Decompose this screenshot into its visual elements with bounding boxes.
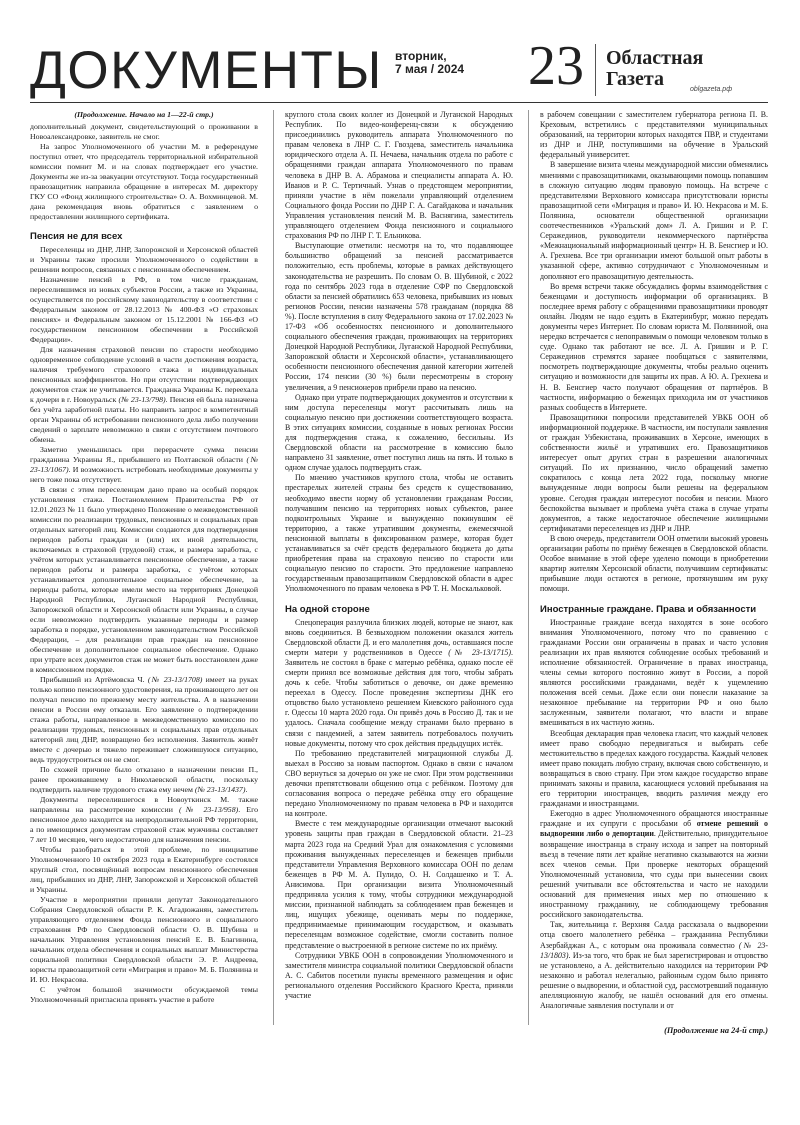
issue-weekday: вторник, [395, 49, 447, 63]
paragraph: Во время встречи также обсуждались формы взаимодействия с беженцами и доступность информации об организациях. В последнее время работу с обращениями правозащитники проводят онлайн. Людям не надо ездить в Екатеринбург, можно передать документы через Интернет. По словам юриста М. Поляниной, она нередко встречается с непоправимым о помощи человеком только в суде. Однако так работают не все. Л. А. Гришин и Р. Г. Серажединов стремятся заранее пообщаться с заявителями, посмотреть подтверждающие документы, чтобы реально оценить ситуацию и возможности для защиты их прав. А Ю. А. Грехнева и Н. В. Бенсгиер часто получают обращения от партнёров. В частности, информацию о беженцах приходила им от участников разных сообществ в Интернете. [540, 281, 768, 412]
text: . И возможность истребовать необходимые документы у него тоже пока отсутствует. [30, 465, 258, 484]
subheading-pension: Пенсия не для всех [30, 231, 123, 242]
column-divider [273, 110, 274, 1025]
paragraph: В свою очередь, представители ООН отметили высокий уровень организации работы по приёму беженцев в Свердловской области. Особое внимание в этой сфере уделено помощи в приобретении квартир жителям Херсонской области, получившим сертификаты: прибывшие люди остаются в регионе, протянувшим им руку помощи. [540, 533, 768, 594]
continuation-to: (Продолжение на 24-й стр.) [664, 1026, 768, 1035]
paragraph: Сотрудники УВКБ ООН в сопровождении Уполномоченного и заместителя министра социальной политики Свердловской области А. С. Сабитов посетили пункты временного размещения и офис регионального отделения Российского Красного Креста, приняли участие [285, 950, 513, 1000]
text: . Из-за того, что брак не был зарегистрирован и отцовство не установлено, а А. действительно находился на территории РФ незаконно и работал нелегально, районным судом было принято решение о выдворении, и областной суд, рассмотревший поданную апелляционную жалобу, не нашёл оснований для его отмены. Аналогичные заявления поступали и от [540, 950, 768, 1011]
emphasis: отмене решений о выдворении либо о депортации [540, 819, 768, 839]
paragraph [30, 445, 258, 485]
text: имеет на руках только копию пенсионного удостоверения, на проживающего лет он получал пенсию по прежнему месту жительства. А в назначении пенсии в России ему отказали. Его заявление о подтверждении стажа работы, направленное в межведомственную комиссию по реализации трудовых, пенсионных и социальных прав отдельных категорий лиц ДНР, возвращено без исполнения. Заявитель живёт вместе с дочерью и тяжело переживает сложившуюся ситуацию, ведь трудоустроиться он не смог. [30, 675, 259, 764]
text: Заметно уменьшилась при перерасчете сумма пенсии гражданина Украины Я., прибывшего из Полтавской области [30, 445, 258, 464]
text: . Заявитель не состоял в браке с матерью ребёнка, однако после её смерти принял все возможные действия для того, чтобы забрать дочь к себе. Чтобы заботиться о девочке, он даже временно переехал в Одессу. После проведения экспертизы ДНК его отцовство было установлено решением Киевского районного суда г. Одессы 10 марта 2020 года. Он привёз дочь в Россию Д. так и не удалось. Сначала сообщение между странами было прервано в связи с пандемией, а затем заявитель потребовалось получить новые документы, потому что срок действия предыдущих истёк. [285, 647, 513, 748]
text: . Пенсия ей была назначена без учёта заработной платы. Но направить запрос в компетентный орган Украины об истребовании пенсионного дела либо получении сведений о зарплате невозможно в связи с отсутствием почтового обмена. [30, 395, 259, 444]
paragraph: В завершение визита члены международной миссии обменялись мнениями с правозащитниками, оказывающими помощь попавшим в сложную ситуацию людям правовую помощь. На встрече с представителями Верховного комиссара присутствовали юристы правозащитной сети «Миграция и право» И. Ю. Некрасова и М. Б. Полянина, основатели общественной организации соотечественников «Уральский дом» Л. А. Гришин и Р. Г. Серажединов, руководители некоммерческого партнёрства «Межнациональный информационный центр» Н. В. Бенсгиер и Ю. А. Грехнева. Все три организации имеют большой опыт работы в указанной сфере, активно сотрудничают с Уполномоченным и дополняют его правозащитную деятельность. [540, 160, 768, 281]
logo-line-1: Областная [606, 47, 704, 69]
header-rule [30, 102, 768, 103]
subheading-foreign-citizens: Иностранные граждане. Права и обязанности [540, 603, 757, 615]
logo-line-2: Газета [606, 68, 664, 90]
text: По схожей причине было отказано в назначении пенсии П., ранее проживавшему в Николаевской области, поскольку подтвердить наличие трудового стажа ему нечем [30, 765, 258, 794]
paragraph [540, 920, 768, 1011]
paragraph: По требованию представителей миграционной службы Д. выехал в Россию за новым паспортом. Однако в связи с началом СВО вернуться за дочерью он уже не смог. При этом родственники девочки препятствовали общению отца с ребёнком. Поэтому для согласования вопроса о передаче ребёнка отцу его обращение передано Уполномоченному по правам человека в РФ и находится на контроле. [285, 748, 513, 819]
paragraph [30, 765, 258, 795]
paragraph: По мнению участников круглого стола, чтобы не оставить престарелых жителей страны без средств к существованию, необходимо ввести норму об установлении гражданам России, получавшим пенсию на территориях новых субъектов, ранее подконтрольных Украине и вынужденно покинувшим её территорию, а также утратившим документы, ежемесячной пенсионной выплаты в фиксированном размере, которая будет устанавливаться за счёт средств федерального бюджета до даты приобретения права на страховую пенсию по старости или социальную пенсию по старости. Это предложение направлено государственным правозащитником Свердловской области в адрес Уполномоченного по правам человека в РФ Т. Н. Москальковой. [285, 473, 513, 594]
paragraph [30, 345, 258, 445]
paragraph: С учётом большой значимости обсуждаемой темы Уполномоченный пригласила принять участие в работе [30, 985, 258, 1004]
case-ref: (№ 23-13/1437) [194, 785, 246, 794]
masthead [30, 35, 768, 102]
text: Ежегодно в адрес Уполномоченного обращаются иностранные граждане и их супруги с просьбами об [540, 809, 768, 829]
case-ref: (№ 23-13/1067) [30, 455, 259, 474]
paragraph: Правозащитники попросили представителей УВКБ ООН об информационной поддержке. В частности, им поступали заявления от граждан Узбекистана, проживавших в Херсоне, имеющих в собственности жильё и утративших его. Правозащитников интересует опыт других стран в разрешении аналогичных ситуаций. По их признанию, число обращений заметно сократилось с конца лета 2022 года, поскольку многие вынужденные люди вопросы были решены на федеральном уровне. Сегодня граждан интересуют пособия и пенсии. Много беспокойства вызывает и проблема учёта стажа в случае утраты документов, а также недостаточное обеспечение жилищными сертификатами переселенцев из ДНР и ЛНР. [540, 412, 768, 533]
page-number: 23 [528, 35, 584, 97]
paragraph: В связи с этим переселенцам дано право на особый порядок установления стажа. Постановлением Правительства РФ от 12.01.2023 № 11 было утверждено Положение о межведомственной комиссии по реализации трудовых, пенсионных и социальных прав отдельных категорий лиц. Комиссии создаются для подтверждения периодов работы граждан и (или) их иной деятельности, включаемых в страховой (трудовой) стаж, и размера заработка, с учётом которых устанавливается пенсионное обеспечение, а также периодов работы и размера заработка, с учётом которых устанавливается дополнительное социальное обеспечение, за периоды работы, которые имели место на территориях Донецкой Народной Республики, Луганской Народной Республики, Запорожской области и Херсонской области или Украины, в случае если невозможно подтвердить указанные периоды и размер заработка в порядке, установленном законодательством Российской Федерации, – для реализации прав граждан на пенсионное обеспечение и дополнительное социальное обеспечение. Однако при утрате всех документов стаж не может быть восстановлен даже в комиссионном порядке. [30, 485, 258, 674]
paragraph: в рабочем совещании с заместителем губернатора региона П. В. Креховым, встретились с представителями муниципальных образований, на территории которых находятся ПВР, и студентами из ДНР и ЛНР, поступившими на обучение в Уральский федеральный университет. [540, 110, 768, 160]
column-divider [528, 110, 529, 1025]
paragraph: Чтобы разобраться в этой проблеме, по инициативе Уполномоченного 10 октября 2023 года в Екатеринбурге состоялся круглый стол, посвящённый вопросам пенсионного обеспечения лиц, прибывших из ДНР, ЛНР, Запорожской и Херсонской областей и Украины. [30, 845, 258, 894]
paragraph: круглого стола своих коллег из Донецкой и Луганской Народных Республик. По видео-конференц-связи к обсуждению присоединились руководитель аппарата Уполномоченного по правам человека в ЛНР С. Г. Гвоздева, заместитель начальника юридического отдела А. П. Нечаева, начальник отдела по работе с обращениями граждан аппарата Уполномоченного по правам человека в ДНР В. А. Абрамова и специалисты аппарата А. Ю. Иванов и Р. С. Тертичный. Узнав о предстоящем мероприятии, приняли участие в нём пожелали управляющий отделением Социального фонда России по ДНР Г. А. Сагайдакова и начальник Управления установления пенсий М. В. Васнягина, заместитель управляющего отделением Фонда пенсионного и социального страхования РФ по ЛНР Г. Т. Ельникова. [285, 110, 513, 241]
column-3 [540, 110, 768, 1011]
paragraph: Участие в мероприятии приняли депутат Законодательного Собрания Свердловской области Р. К. Агадюжанян, заместитель управляющего отделением Фонда пенсионного и социального страхования РФ по Свердловской области О. В. Шубина и начальник Управления установления пенсий Е. В. Благинина, начальник отдела обеспечения и социальных выплат Министерства социальной политики Свердловской области Э. Р. Андреева, юристы правозащитной сети «Миграция и право» М. Б. Полянина и И. Ю. Некрасова. [30, 895, 258, 984]
subheading-one-side: На одной стороне [285, 603, 370, 615]
paragraph: Иностранные граждане всегда находятся в зоне особого внимания Уполномоченного, потому что по сравнению с гражданами России они ограничены в правах и часто условия реализации их прав являются соблюдение особых требований и исполнение обязанностей. Ограничение в правах иностранца, члены семьи которого постоянно живут в России, а порой являются российскими гражданами, ведёт к ущемлению положения всей семьи. Даже если они понесли наказание за незаконное пребывание на территории РФ и оно было заслуженным, заявители полагают, что власти и вправе вмешиваться в их частную жизнь. [540, 617, 768, 728]
paragraph: Всеобщая декларация прав человека гласит, что каждый человек имеет право свободно передвигаться и выбирать себе местожительство в пределах каждого государства. Каждый человек имеет право покидать любую страну, включая свою собственную, и возвращаться в свою страну. При этом каждое государство вправе принимать законы и правила, касающиеся условий пребывания на его территории иностранцев, вводить различия между его гражданами и иностранцами. [540, 728, 768, 809]
text: Спецоперация разлучила близких людей, которые не знают, как вновь соединиться. В безвыходном положении оказался житель Свердловской области Д. и его малолетняя дочь, оставшаяся после смерти матери у родственников в Одессе [285, 617, 513, 657]
paragraph: Переселенцы из ДНР, ЛНР, Запорожской и Херсонской областей и Украины также просили Уполномоченного о содействии в решении вопросов, связанных с пенсионным обеспечением. [30, 245, 258, 274]
paragraph [285, 618, 513, 749]
text: . [245, 785, 248, 794]
text: Для назначения страховой пенсии по старости необходимо одновременное соблюдение условий в части достижения возраста, наличия требуемого страхового стажа и индивидуальных пенсионных коэффициентов. Но при отсутствии подтверждающих документов стаж не учитывается. Гражданка Украины К. переехала к дочери в г. Новоуральск [30, 345, 258, 404]
paragraph: Вместе с тем международные организации отмечают высокий уровень защиты прав граждан в Свердловской области. 21–23 марта 2023 года на Средний Урал для ознакомления с условиями проживания вынужденных переселенцев и беженцев прибыли представители Управления Верховного комиссара ООН по делам беженцев в РФ М. А. Пулидо, О. Н. Солдашенко и Т. А. Анисимова. При организации визита Уполномоченный предприняла усилия к тому, чтобы сотрудники международной миссии, признанной наблюдать за соблюдением прав беженцев и лиц, ищущих убежище, оценивать меры по поддержке, предпринимаемые принимающим государством, и оказывать переселенцам возможное содействие, смогли составить полное представление о выстроенной в регионе системе по их приёму. [285, 819, 513, 950]
issue-date [395, 50, 490, 76]
case-ref: (№ 23-13/1708) [147, 675, 203, 684]
paragraph: Однако при утрате подтверждающих документов и отсутствии к ним доступа переселенцы могут рассчитывать лишь на социальную пенсию при достижении соответствующего возраста. В этих ситуациях комиссии, созданные в новых регионах России для подтверждения стажа, к сожалению, бессильны. Из Свердловской области на рассмотрение в комиссию было направлено 31 заявление, ответ поступил лишь на пять. И только в одном случае удалось подтвердить стаж. [285, 392, 513, 473]
text: Прибывший из Артёмовска Ч. [40, 675, 145, 684]
case-ref: (№ 23-13/958) [179, 805, 239, 814]
header-divider [595, 44, 596, 96]
text: Так, жительница г. Верхняя Салда рассказала о выдворении отца своего малолетнего ребёнка – гражданина Республики Азербайджан А., с которым она проживала совместно [540, 920, 768, 950]
case-ref: (№ 23-13/798) [118, 395, 166, 404]
paragraph: Назначение пенсий в РФ, в том числе гражданам, переселившимся из новых субъектов России, а также из Украины, осуществляется по российскому законодательству в соответствии с Федеральным законом от 28.12.2013 № 400-ФЗ «О страховых пенсиях» и Федеральным законом от 15.12.2001 № 166-ФЗ «О государственном пенсионном обеспечении в Российской Федерации». [30, 275, 258, 344]
case-ref: (№ 23-13/1803) [540, 940, 768, 960]
issue-date-value: 7 мая / 2024 [395, 62, 465, 76]
case-ref: (№ 23-13/1715) [448, 647, 511, 657]
paragraph: Выступающие отметили: несмотря на то, что подавляющее большинство обращений за пенсией рассматривается положительно, есть проблемы, которые в рамках действующего законодательства не разрешить. По словам О. В. Шубиной, с 2022 года по сентябрь 2023 года в отделение СФР по Свердловской области за пенсией обратились 653 человека, прибывших из новых регионов России, пенсии назначены 578 гражданам (порядка 88 %). После вступления в силу Федерального закона от 17.02.2023 № 17-ФЗ «Об особенностях пенсионного и дополнительного социального обеспечения граждан, проживающих на территориях Донецкой Народной Республики, Луганской Народной Республики, Запорожской области и Херсонской области», устанавливающего особенности пенсионного обеспечения данной категории жителей России, 174 пенсии (30 %) были пересмотрены в сторону увеличения, а 9 пенсионеров прибрели право на пенсию. [285, 241, 513, 392]
text: . Его пенсионное дело находится на непродолжительной РФ территории, а по имеющимся документам страховой стаж мужчины составляет 7 лет 10 месяцев, чего недостаточно для назначения пенсии. [30, 805, 258, 844]
text: Документы переселившегося в Новоуткинск М. также направлены на рассмотрение комиссии [30, 795, 258, 814]
column-1 [30, 110, 258, 1005]
column-2 [285, 110, 513, 1001]
paragraph [30, 795, 258, 845]
text: . Действительно, принудительное возвращение иностранца в страну исхода и запрет на повторный въезд в течение пяти лет крайне негативно сказываются на жизни всех членов семьи. При проверке некоторых обращений Уполномоченный установила, что суды при вынесении своих решений учитывали все обстоятельства и часто не находили оснований для применения иных мер по отношению к иностранному гражданину, не соблюдающему требования российского законодательства. [540, 829, 769, 920]
paragraph [30, 675, 258, 765]
paragraph: дополнительный документ, свидетельствующий о проживании в Новоалександровке, заявитель не смог. [30, 122, 258, 141]
newspaper-logo [606, 47, 733, 93]
continuation-from: (Продолжение. Начало на 1—22-й стр.) [74, 110, 214, 119]
section-title: ДОКУМЕНТЫ [30, 41, 383, 100]
paragraph: На запрос Уполномоченного об участии М. в референдуме поступил ответ, что председатель территориальной избирательной комиссии помнит М. и на словах подтверждает его участие. Документы же из-за эвакуации отсутствуют. Тогда государственный правозащитник направила обращение в интересах М. директору ГКУ СО «Фонд жилищного строительства» О. А. Вохминцевой. М. дана рекомендация вновь обратиться с заявлением о предоставлении жилищного сертификата. [30, 142, 258, 221]
site-url[interactable]: oblgazeta.рф [690, 86, 733, 93]
paragraph [540, 809, 768, 920]
